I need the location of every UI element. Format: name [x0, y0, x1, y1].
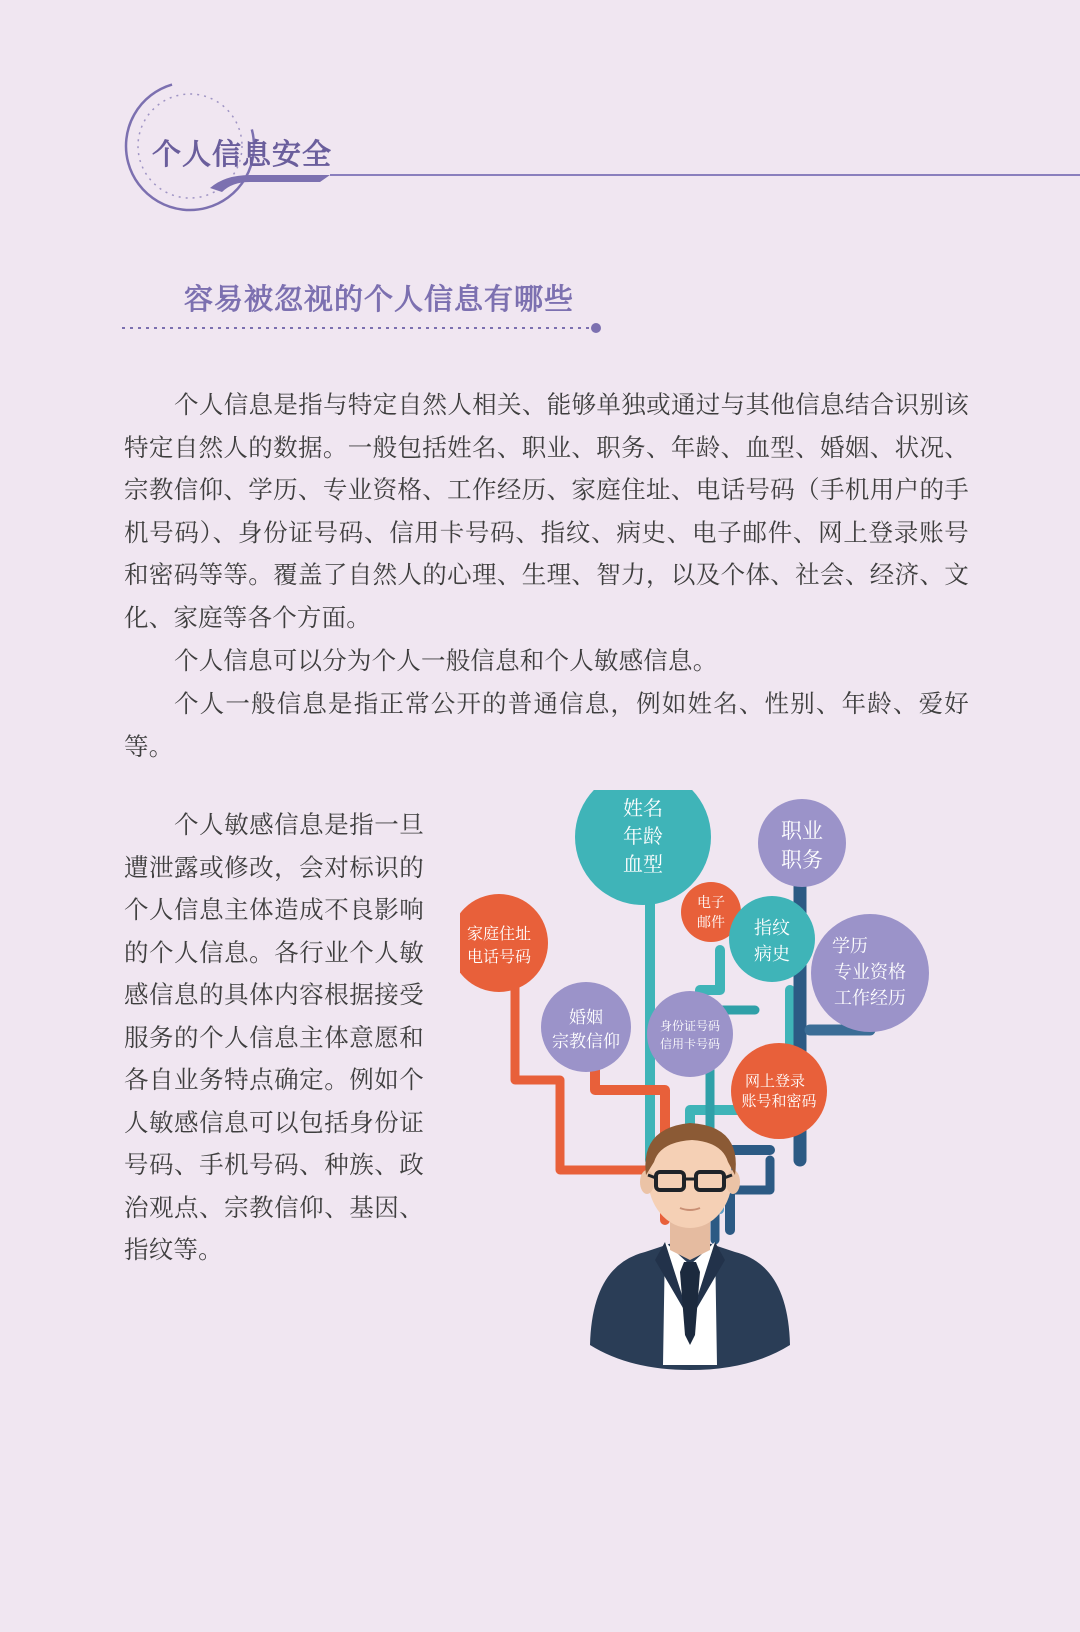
bubble-marriage-line2: 宗教信仰: [552, 1032, 620, 1052]
bubble-address-phone: [460, 894, 548, 992]
paragraph-sensitive-info: 个人敏感信息是指一旦遭泄露或修改，会对标识的个人信息主体造成不良影响的个人信息。各行业个人敏感信息的具体内容根据接受服务的个人信息主体意愿和各自业务特点确定。例如个人敏感信息可以包括身份证号码、手机号码、种族、政治观点、宗教信仰、基因、指纹等。: [124, 810, 424, 1264]
subtitle: 容易被忽视的个人信息有哪些: [184, 282, 575, 316]
bubble-education-line1: 学历: [832, 936, 868, 957]
section-header-decoration: [0, 0, 1080, 240]
bubble-fingerprint-line2: 病史: [754, 944, 790, 965]
bubble-address-line2: 电话号码: [466, 947, 532, 966]
bubble-login-line2: 账号和密码: [741, 1092, 817, 1110]
bubble-marriage-religion: [541, 982, 631, 1072]
bubble-marriage-line1: 婚姻: [569, 1008, 603, 1028]
bubble-idcard-line2: 信用卡号码: [659, 1037, 721, 1051]
bubble-job-position: [758, 799, 846, 887]
bubble-job-line1: 职业: [781, 819, 823, 843]
section-header: [0, 0, 1080, 240]
paragraph-categories: 个人信息可以分为个人一般信息和个人敏感信息。: [174, 646, 718, 675]
personal-info-infographic: [460, 790, 980, 1430]
bubble-address-line1: 家庭住址: [466, 924, 532, 943]
bubble-name-line2: 年龄: [623, 824, 663, 848]
bubble-name-line3: 血型: [623, 852, 663, 876]
infographic-svg: [460, 790, 980, 1430]
bubble-name-line1: 姓名: [623, 796, 663, 820]
bubble-email-line1: 电子: [697, 895, 725, 911]
section-title: 个人信息安全: [152, 137, 333, 171]
bubble-education-line2: 专业资格: [834, 962, 906, 983]
paragraph-definition: 个人信息是指与特定自然人相关、能够单独或通过与其他信息结合识别该特定自然人的数据。一般包括姓名、职业、职务、年龄、血型、婚姻、状况、宗教信仰、学历、专业资格、工作经历、家庭住址、电话号码（手机用户的手机号码）、身份证号码、信用卡号码、指纹、病史、电子邮件、网上登录账号和密码等等。覆盖了自然人的心理、生理、智力，以及个体、社会、经济、文化、家庭等各个方面。: [124, 390, 969, 632]
bubble-fingerprint-line1: 指纹: [754, 918, 790, 939]
bubble-login-line1: 网上登录: [744, 1072, 806, 1090]
bubble-idcard-creditcard: [647, 991, 733, 1077]
person-illustration: [590, 1123, 790, 1370]
subtitle-dotted-rule: [122, 322, 602, 334]
bubble-name-age-blood: [575, 790, 711, 905]
bubble-email-line2: 邮件: [697, 915, 725, 931]
paragraph-general-info: 个人一般信息是指正常公开的普通信息，例如姓名、性别、年龄、爱好等。: [124, 689, 969, 761]
bubble-idcard-line1: 身份证号码: [659, 1019, 721, 1033]
bubble-job-line2: 职务: [781, 848, 823, 872]
bubble-education-line3: 工作经历: [834, 988, 906, 1009]
bubble-login-password: [731, 1043, 827, 1139]
bubble-education-qualification: [811, 914, 929, 1032]
bubble-fingerprint-history: [729, 896, 815, 982]
